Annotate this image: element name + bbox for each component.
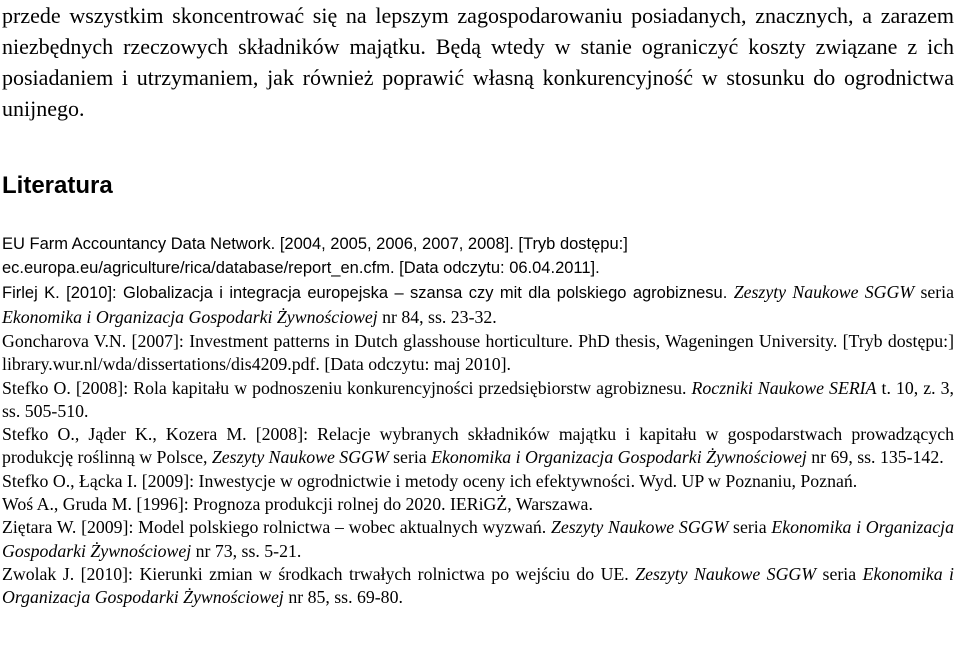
intro-paragraph: przede wszystkim skoncentrować się na lepszym zagospodarowaniu posiadanych, znacznych, a zarazem niezbędnych rzeczowych składników majątku. Będą wtedy w stanie ograniczyć koszty związane z ich posiadaniem i utrzymaniem, jak również poprawić własną konkurencyjność w stosunku do ogrodnictwa unijnego.: [2, 3, 954, 121]
reference-text: seria: [728, 517, 772, 538]
reference-list: [2, 233, 954, 610]
reference-item: [2, 330, 954, 377]
reference-item: [2, 377, 954, 424]
reference-series: Ekonomika i Organizacja Gospodarki Żywnościowej: [2, 306, 378, 327]
reference-item: [2, 423, 954, 470]
document-page: [2, 0, 955, 608]
reference-series: Ekonomika i Organizacja Gospodarki Żywnościowej: [2, 563, 954, 608]
reference-item: [2, 233, 954, 280]
reference-item: [2, 563, 954, 610]
reference-text: Ziętara W. [2009]: Model polskiego rolnictwa – wobec aktualnych wyzwań.: [2, 517, 551, 538]
reference-journal: Zeszyty Naukowe SGGW: [733, 282, 915, 302]
reference-item: [2, 516, 954, 563]
reference-text: Woś A., Gruda M. [1996]: Prognoza produkcji rolnej do 2020. IERiGŻ, Warszawa.: [2, 494, 593, 515]
section-heading: Literatura: [2, 172, 113, 199]
reference-series: Ekonomika i Organizacja Gospodarki Żywnościowej: [431, 447, 807, 468]
reference-series: Ekonomika i Organizacja Gospodarki Żywnościowej: [2, 517, 954, 561]
reference-item: [2, 470, 954, 493]
reference-text: seria: [914, 282, 955, 302]
reference-text: seria: [388, 447, 432, 468]
reference-journal: Zeszyty Naukowe SGGW: [211, 447, 389, 468]
reference-journal: Roczniki Naukowe SERIA: [691, 377, 877, 398]
reference-text: Stefko O., Łącka I. [2009]: Inwestycje w ogrodnictwie i metody oceny ich efektywności. Wyd. UP w Poznaniu, Poznań.: [2, 470, 858, 491]
reference-item: [2, 281, 954, 330]
reference-text: Goncharova V.N. [2007]: Investment patterns in Dutch glasshouse horticulture. PhD thesis, Wageningen University. [Tryb dostępu:] library.wur.nl/wda/dissertations/dis4209.pdf. [Data odczytu: maj 2010].: [2, 331, 954, 375]
reference-text: Firlej K. [2010]: Globalizacja i integracja europejska – szansa czy mit dla polskiego agrobiznesu.: [2, 284, 734, 302]
reference-journal: Zeszyty Naukowe SGGW: [550, 517, 729, 538]
reference-text: ec.europa.eu/agriculture/rica/database/report_en.cfm. [Data odczytu: 06.04.2011].: [2, 258, 600, 277]
reference-text: nr 85, ss. 69-80.: [283, 587, 403, 608]
reference-text: Zwolak J. [2010]: Kierunki zmian w środkach trwałych rolnictwa po wejściu do UE.: [2, 563, 636, 584]
reference-text: t. 10, z. 3, ss. 505-510.: [2, 377, 954, 421]
reference-text: nr 69, ss. 135-142.: [806, 447, 944, 468]
reference-journal: Zeszyty Naukowe SGGW: [635, 563, 817, 584]
reference-text: Stefko O. [2008]: Rola kapitału w podnoszeniu konkurencyjności przedsiębiorstw agrobiznesu.: [2, 377, 692, 398]
reference-text: nr 84, ss. 23-32.: [377, 306, 497, 327]
reference-item: [2, 493, 954, 516]
reference-text: nr 73, ss. 5-21.: [191, 540, 302, 561]
reference-text: EU Farm Accountancy Data Network. [2004, 2005, 2006, 2007, 2008]. [Tryb dostępu:]: [2, 235, 628, 253]
reference-text: Stefko O., Jąder K., Kozera M. [2008]: Relacje wybranych składników majątku i kapitału w gospodarstwach prowadzących produkcję roślinną w Polsce,: [2, 424, 954, 468]
reference-text: seria: [816, 563, 863, 584]
